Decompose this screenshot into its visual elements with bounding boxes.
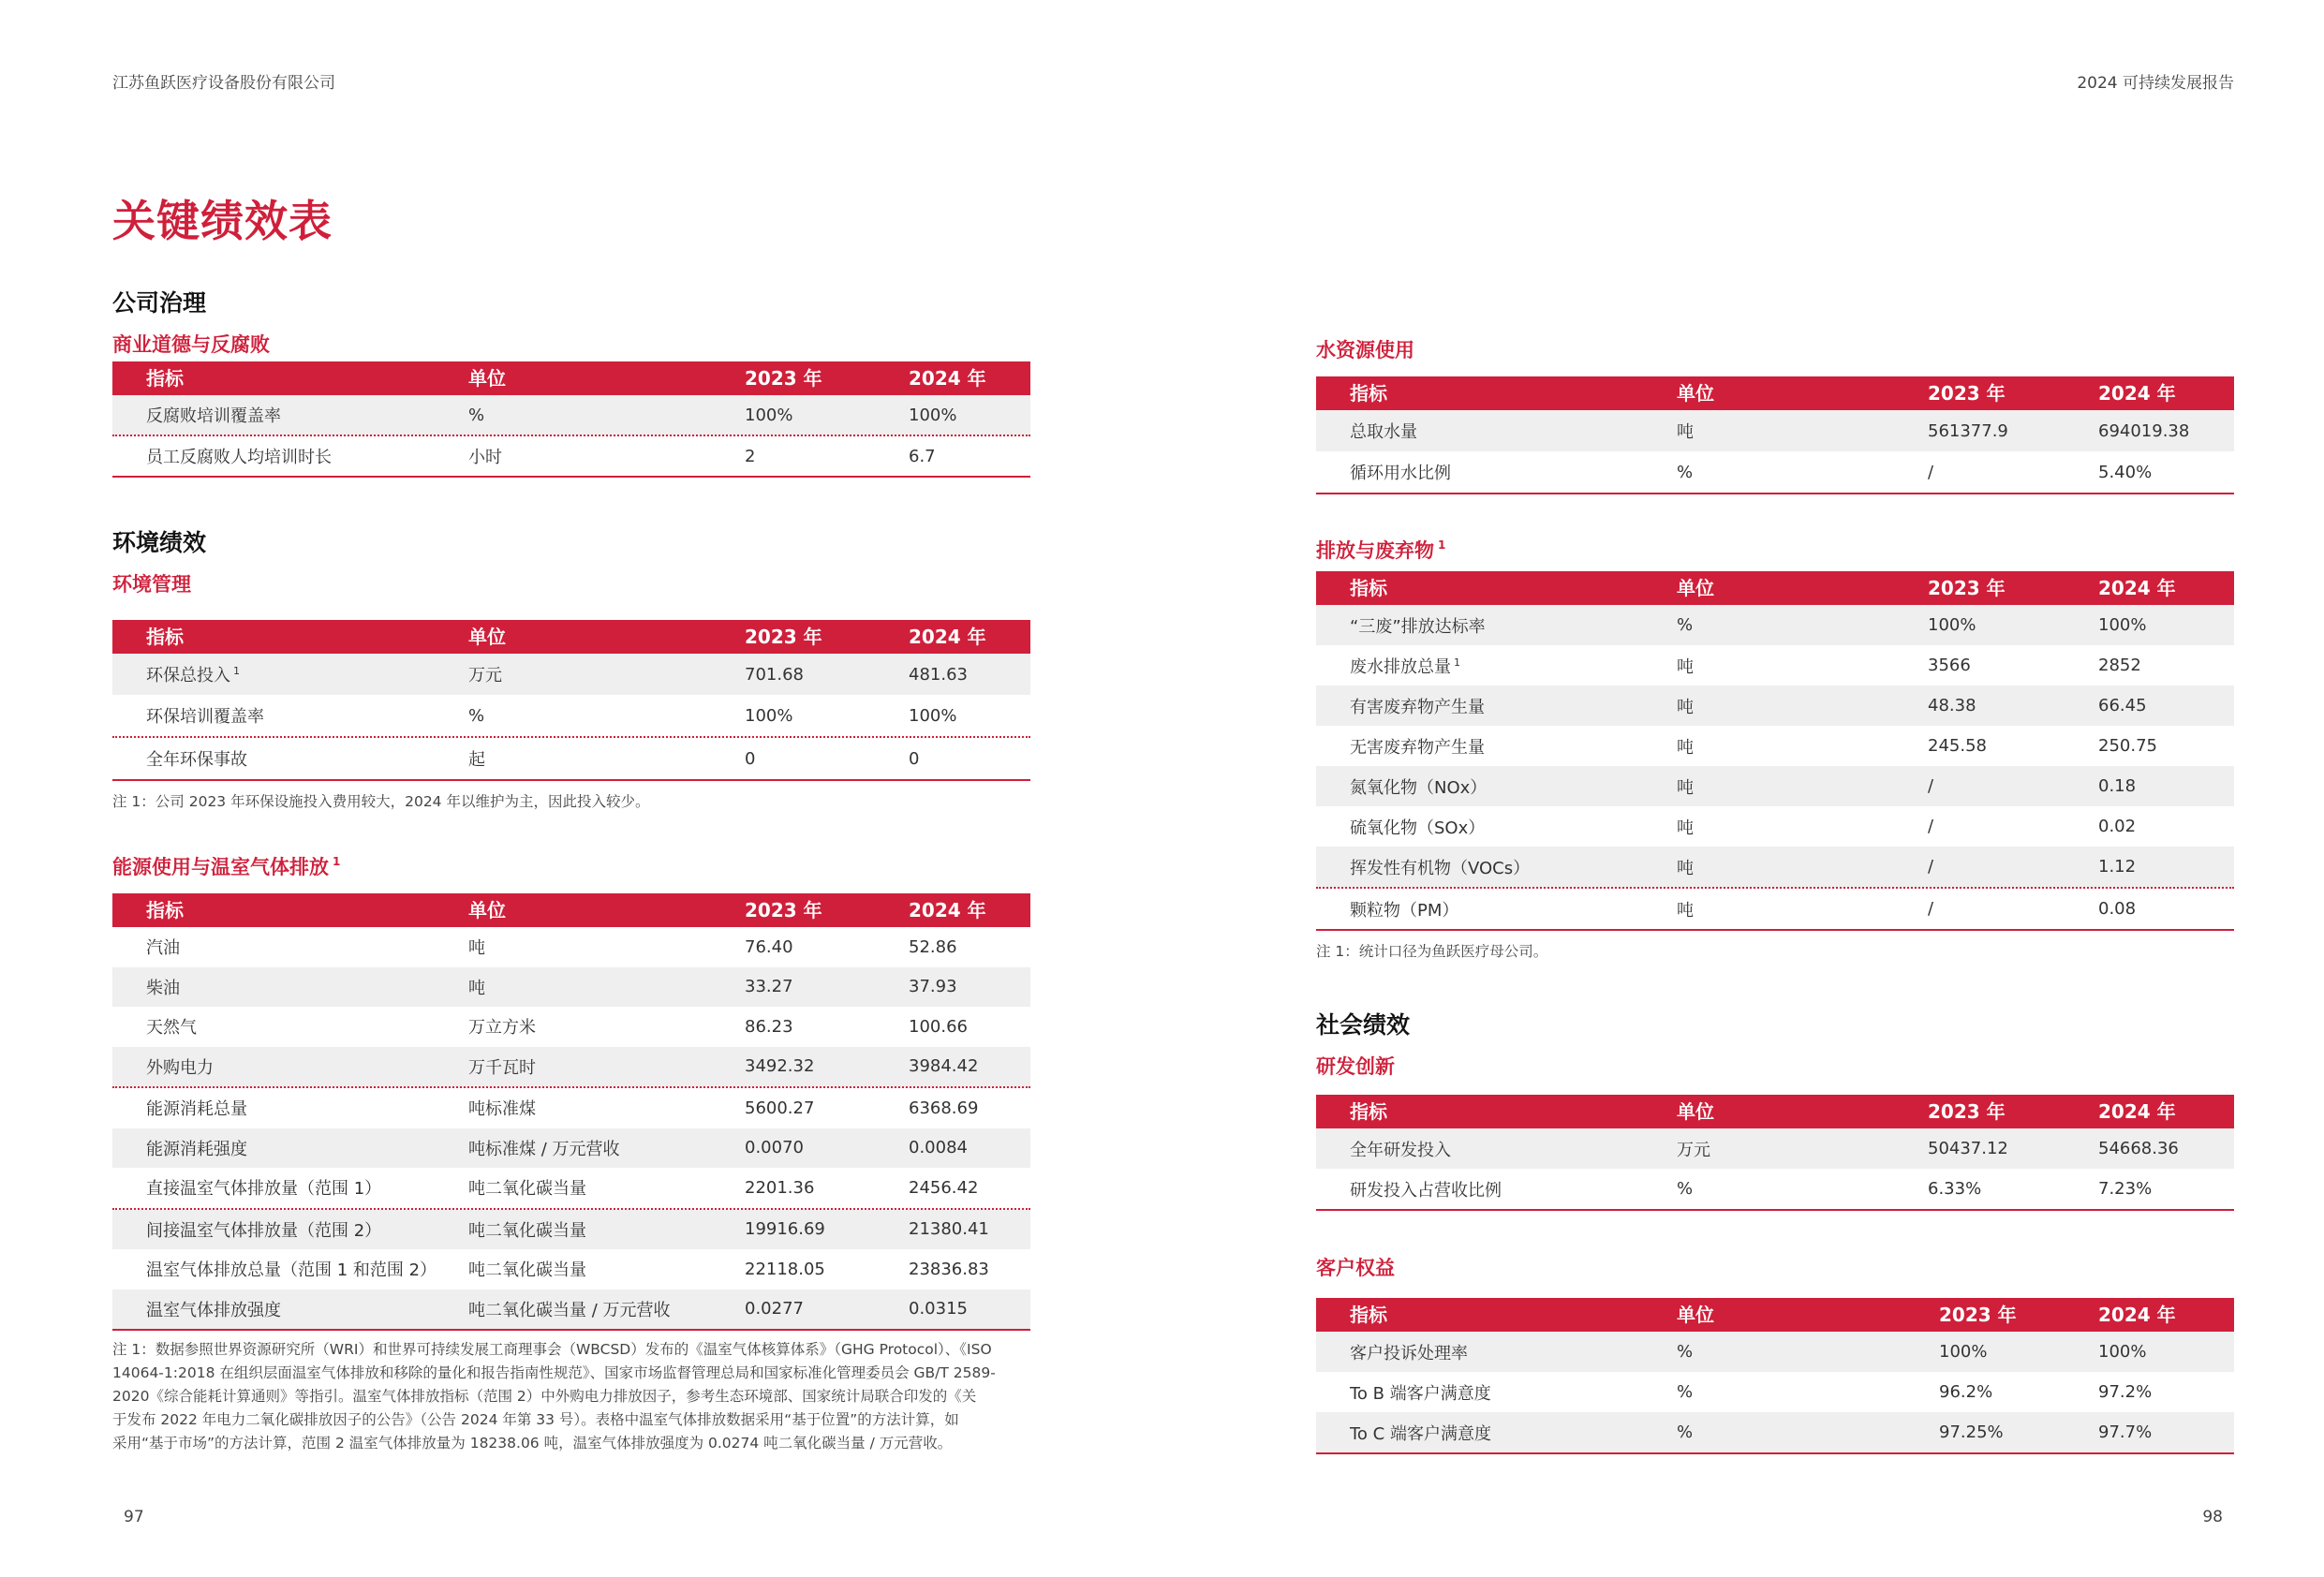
col-2023: 2023 年: [1939, 1304, 2017, 1326]
table-row: [1316, 645, 2234, 685]
unit-cell: 吨二氧化碳当量: [468, 1220, 586, 1241]
value-2023-cell: 86.23: [745, 1016, 793, 1037]
unit-cell: %: [1677, 1342, 1694, 1362]
value-2023-cell: 33.27: [745, 977, 793, 997]
waste-section: [1316, 528, 2234, 964]
subsection-title: 排放与废弃物 $^1$: [1316, 538, 1446, 562]
value-2023-cell: /: [1928, 899, 1934, 919]
table-row: [112, 1088, 1030, 1128]
page-number: 97: [124, 1508, 144, 1526]
waste-table: [1316, 571, 2234, 931]
value-2024-cell: 7.23%: [2098, 1179, 2153, 1199]
table-row: [1316, 1372, 2234, 1412]
value-2024-cell: 100%: [2098, 615, 2147, 635]
col-indicator: 指标: [1350, 577, 1387, 599]
table-row: [1316, 726, 2234, 766]
indicator-cell: “三废”排放达标率: [1350, 616, 1486, 637]
value-2023-cell: 22118.05: [745, 1259, 825, 1279]
value-2024-cell: 0: [909, 748, 920, 769]
table-header: [112, 361, 1030, 395]
indicator-cell: 柴油: [146, 978, 180, 998]
footnote-line: 于发布 2022 年电力二氧化碳排放因子的公告》（公告 2024 年第 33 号）。表格中温室气体排放数据采用“基于位置”的方法计算，如: [112, 1411, 959, 1428]
indicator-cell: 全年环保事故: [146, 750, 247, 770]
company-name: 江苏鱼跃医疗设备股份有限公司: [112, 74, 335, 93]
indicator-cell: 汽油: [146, 938, 180, 959]
value-2024-cell: 97.7%: [2098, 1422, 2153, 1442]
unit-cell: 吨: [1677, 858, 1694, 878]
value-2024-cell: 0.18: [2098, 776, 2137, 796]
col-unit: 单位: [1677, 382, 1714, 405]
col-2023: 2023 年: [1928, 382, 2006, 405]
indicator-cell: To B 端客户满意度: [1350, 1383, 1491, 1404]
indicator-cell: 硫氧化物（SOx）: [1350, 818, 1486, 838]
table-row: [1316, 889, 2234, 931]
indicator-cell: 间接温室气体排放量（范围 2）: [146, 1220, 382, 1241]
page-title: 关键绩效表: [112, 196, 333, 246]
value-2023-cell: 3492.32: [745, 1056, 815, 1077]
value-2024-cell: 1.12: [2098, 857, 2137, 877]
value-2023-cell: 48.38: [1928, 696, 1976, 715]
unit-cell: 吨标准煤: [468, 1099, 536, 1120]
col-unit: 单位: [468, 367, 506, 390]
footnote-marker: 1: [1454, 656, 1460, 669]
value-2023-cell: /: [1928, 776, 1934, 796]
indicator-cell: 废水排放总量 $^1$: [1350, 656, 1460, 677]
indicator-cell: 环保培训覆盖率: [146, 707, 264, 727]
table-row: [112, 1249, 1030, 1290]
col-2024: 2024 年: [909, 367, 986, 390]
value-2023-cell: 19916.69: [745, 1219, 825, 1240]
value-2024-cell: 0.0084: [909, 1138, 968, 1158]
indicator-cell: 研发投入占营收比例: [1350, 1180, 1502, 1201]
value-2024-cell: 66.45: [2098, 696, 2147, 715]
value-2023-cell: 245.58: [1928, 736, 1987, 756]
subsection-title: 研发创新: [1316, 1055, 1395, 1078]
col-2024: 2024 年: [2098, 382, 2176, 405]
value-2023-cell: 0.0070: [745, 1138, 804, 1158]
value-2023-cell: 100%: [1939, 1342, 1988, 1362]
table-row: [1316, 1128, 2234, 1169]
subsection-title: 客户权益: [1316, 1257, 1395, 1279]
value-2023-cell: 561377.9: [1928, 420, 2008, 441]
value-2024-cell: 481.63: [909, 664, 968, 685]
right-page: [1316, 0, 2234, 1577]
subsection-title: 能源使用与温室气体排放 $^1$: [112, 855, 341, 878]
value-2023-cell: 0.0277: [745, 1299, 804, 1319]
indicator-cell: 能源消耗总量: [146, 1099, 247, 1120]
footnote-marker: 1: [1438, 538, 1446, 552]
value-2024-cell: 2852: [2098, 656, 2141, 675]
governance-section: [112, 285, 1030, 478]
environment-section: [112, 524, 1030, 814]
left-page: [112, 0, 1030, 1577]
col-unit: 单位: [1677, 1304, 1714, 1326]
value-2023-cell: 100%: [745, 705, 793, 726]
subsection-title: 环境管理: [112, 573, 191, 596]
col-indicator: 指标: [146, 626, 184, 648]
table-header: [1316, 1095, 2234, 1128]
table-row: [1316, 451, 2234, 494]
energy-section: [112, 845, 1030, 1455]
value-2024-cell: 100%: [2098, 1342, 2147, 1362]
value-2024-cell: 52.86: [909, 936, 957, 957]
value-2023-cell: 50437.12: [1928, 1139, 2008, 1158]
indicator-cell: 能源消耗强度: [146, 1139, 247, 1159]
subsection-title: 商业道德与反腐败: [112, 333, 270, 356]
col-indicator: 指标: [146, 899, 184, 921]
table-row: [1316, 410, 2234, 451]
value-2024-cell: 54668.36: [2098, 1139, 2179, 1158]
page-number: 98: [2202, 1508, 2223, 1526]
table-row: [112, 1047, 1030, 1089]
unit-cell: %: [1677, 1422, 1694, 1442]
table-row: [1316, 685, 2234, 726]
unit-cell: 吨: [1677, 900, 1694, 921]
value-2023-cell: 76.40: [745, 936, 793, 957]
value-2024-cell: 2456.42: [909, 1177, 979, 1198]
col-2023: 2023 年: [1928, 577, 2006, 599]
unit-cell: 吨: [468, 938, 485, 959]
col-indicator: 指标: [1350, 382, 1387, 405]
ethics-table: [112, 361, 1030, 478]
customer-table: [1316, 1298, 2234, 1454]
value-2024-cell: 0.02: [2098, 817, 2137, 836]
footnote-line: 采用“基于市场”的方法计算，范围 2 温室气体排放量为 18238.06 吨，温室气体排放强度为 0.0274 吨二氧化碳当量 / 万元营收。: [112, 1435, 953, 1452]
footnote: 注 1：统计口径为鱼跃医疗母公司。: [1316, 943, 1548, 960]
unit-cell: 万立方米: [468, 1018, 536, 1039]
unit-cell: %: [1677, 1382, 1694, 1402]
footnote-line: 注 1：数据参照世界资源研究所（WRI）和世界可持续发展工商理事会（WBCSD）发布的《温室气体核算体系》（GHG Protocol）、《ISO: [112, 1341, 992, 1358]
table-header: [1316, 1298, 2234, 1332]
section-title: 公司治理: [112, 289, 207, 317]
indicator-cell: 反腐败培训覆盖率: [146, 406, 281, 426]
indicator-cell: 循环用水比例: [1350, 464, 1451, 483]
unit-cell: 吨: [1677, 737, 1694, 758]
value-2023-cell: /: [1928, 857, 1934, 877]
indicator-cell: 外购电力: [146, 1057, 214, 1078]
footnote-marker: 1: [333, 855, 341, 868]
unit-cell: 万千瓦时: [468, 1057, 536, 1078]
water-table: [1316, 376, 2234, 494]
indicator-cell: 无害废弃物产生量: [1350, 737, 1485, 758]
unit-cell: 吨: [1677, 818, 1694, 838]
table-row: [112, 1210, 1030, 1250]
indicator-cell: 客户投诉处理率: [1350, 1343, 1468, 1363]
col-2024: 2024 年: [2098, 577, 2176, 599]
section-title: 环境绩效: [112, 529, 207, 556]
value-2023-cell: 5600.27: [745, 1098, 815, 1118]
value-2023-cell: 100%: [745, 405, 793, 425]
col-unit: 单位: [468, 626, 506, 648]
table-row: [112, 395, 1030, 436]
value-2023-cell: 6.33%: [1928, 1179, 1982, 1199]
col-unit: 单位: [1677, 1100, 1714, 1123]
table-row: [112, 695, 1030, 738]
table-row: [1316, 1332, 2234, 1372]
value-2023-cell: 3566: [1928, 656, 1971, 675]
unit-cell: %: [1677, 615, 1694, 635]
value-2023-cell: 97.25%: [1939, 1422, 2004, 1442]
section-title: 社会绩效: [1316, 1011, 1411, 1039]
table-row: [112, 654, 1030, 695]
unit-cell: %: [1677, 1179, 1694, 1199]
unit-cell: 吨: [1677, 656, 1694, 677]
value-2023-cell: 0: [745, 748, 756, 769]
unit-cell: %: [468, 705, 485, 726]
unit-cell: 吨二氧化碳当量: [468, 1179, 586, 1200]
table-header: [112, 893, 1030, 927]
value-2023-cell: 701.68: [745, 664, 804, 685]
value-2024-cell: 5.40%: [2098, 462, 2153, 482]
col-2024: 2024 年: [909, 899, 986, 921]
col-indicator: 指标: [1350, 1304, 1387, 1326]
value-2024-cell: 97.2%: [2098, 1382, 2153, 1402]
unit-cell: 小时: [468, 448, 502, 467]
customer-section: [1316, 1251, 2234, 1454]
col-2024: 2024 年: [2098, 1304, 2176, 1326]
col-2024: 2024 年: [2098, 1100, 2176, 1123]
indicator-cell: 温室气体排放强度: [146, 1300, 281, 1320]
table-row: [1316, 605, 2234, 645]
col-unit: 单位: [468, 899, 506, 921]
value-2024-cell: 100%: [909, 705, 957, 726]
subsection-title: 水资源使用: [1316, 339, 1414, 361]
unit-cell: 万元: [468, 666, 502, 685]
col-2023: 2023 年: [1928, 1100, 2006, 1123]
unit-cell: 吨二氧化碳当量: [468, 1260, 586, 1281]
value-2024-cell: 6368.69: [909, 1098, 979, 1118]
footnote: 注 1：公司 2023 年环保设施投入费用较大，2024 年以维护为主，因此投入较少。: [112, 793, 650, 810]
footnote-line: 2020《综合能耗计算通则》等指引。温室气体排放指标（范围 2）中外购电力排放因子，参考生态环境部、国家统计局联合印发的《关: [112, 1388, 977, 1405]
value-2024-cell: 100%: [909, 405, 957, 425]
indicator-cell: 员工反腐败人均培训时长: [146, 448, 332, 467]
table-row: [1316, 847, 2234, 889]
indicator-cell: 挥发性有机物（VOCs）: [1350, 858, 1531, 878]
footnote-line: 14064-1:2018 在组织层面温室气体排放和移除的量化和报告指南性规范》、国家市场监督管理总局和国家标准化管理委员会 GB/T 2589-: [112, 1364, 996, 1381]
table-row: [112, 1128, 1030, 1169]
value-2024-cell: 694019.38: [2098, 420, 2190, 441]
value-2024-cell: 0.0315: [909, 1299, 968, 1319]
value-2023-cell: /: [1928, 817, 1934, 836]
value-2023-cell: 96.2%: [1939, 1382, 1993, 1402]
unit-cell: 吨标准煤 / 万元营收: [468, 1139, 620, 1159]
value-2024-cell: 6.7: [909, 446, 936, 466]
indicator-cell: 全年研发投入: [1350, 1140, 1451, 1160]
table-row: [112, 1007, 1030, 1047]
value-2024-cell: 23836.83: [909, 1259, 989, 1279]
unit-cell: %: [468, 405, 485, 425]
value-2023-cell: 2: [745, 446, 756, 466]
indicator-cell: 氮氧化物（NOx）: [1350, 777, 1488, 798]
table-row: [112, 927, 1030, 967]
value-2024-cell: 37.93: [909, 977, 957, 997]
unit-cell: 吨: [1677, 422, 1694, 442]
value-2023-cell: 100%: [1928, 615, 1976, 635]
env-management-table: [112, 620, 1030, 781]
value-2024-cell: 21380.41: [909, 1219, 989, 1240]
table-row: [1316, 1169, 2234, 1211]
water-section: [1316, 333, 2234, 494]
indicator-cell: 总取水量: [1350, 422, 1417, 442]
table-row: [112, 1290, 1030, 1332]
unit-cell: 吨: [1677, 697, 1694, 717]
indicator-cell: To C 端客户满意度: [1350, 1423, 1491, 1444]
unit-cell: 起: [468, 750, 485, 770]
table-header: [112, 620, 1030, 654]
value-2024-cell: 0.08: [2098, 899, 2137, 919]
col-2023: 2023 年: [745, 626, 822, 648]
table-row: [1316, 1412, 2234, 1454]
value-2023-cell: /: [1928, 462, 1934, 482]
unit-cell: 吨: [468, 978, 485, 998]
rnd-table: [1316, 1095, 2234, 1211]
unit-cell: 吨: [1677, 777, 1694, 798]
table-header: [1316, 376, 2234, 410]
table-row: [1316, 806, 2234, 847]
indicator-cell: 有害废弃物产生量: [1350, 697, 1485, 717]
col-unit: 单位: [1677, 577, 1714, 599]
unit-cell: %: [1677, 462, 1694, 482]
col-indicator: 指标: [146, 367, 184, 390]
indicator-cell: 直接温室气体排放量（范围 1）: [146, 1179, 382, 1200]
table-row: [112, 967, 1030, 1008]
table-row: [112, 738, 1030, 781]
table-row: [112, 1168, 1030, 1210]
social-section: [1316, 1007, 2234, 1211]
value-2024-cell: 100.66: [909, 1016, 968, 1037]
value-2024-cell: 250.75: [2098, 736, 2157, 756]
value-2024-cell: 3984.42: [909, 1056, 979, 1077]
footnote-marker: 1: [233, 665, 240, 677]
table-row: [1316, 766, 2234, 806]
energy-footnote: [112, 1338, 1030, 1455]
report-title: 2024 可持续发展报告: [2077, 74, 2234, 93]
unit-cell: 万元: [1677, 1140, 1710, 1160]
col-indicator: 指标: [1350, 1100, 1387, 1123]
table-header: [1316, 571, 2234, 605]
indicator-cell: 环保总投入 $^1$: [146, 665, 240, 685]
col-2023: 2023 年: [745, 367, 822, 390]
col-2024: 2024 年: [909, 626, 986, 648]
indicator-cell: 温室气体排放总量（范围 1 和范围 2）: [146, 1260, 437, 1281]
energy-table: [112, 893, 1030, 1331]
col-2023: 2023 年: [745, 899, 822, 921]
value-2023-cell: 2201.36: [745, 1177, 815, 1198]
table-row: [112, 436, 1030, 478]
indicator-cell: 颗粒物（PM）: [1350, 900, 1459, 921]
unit-cell: 吨二氧化碳当量 / 万元营收: [468, 1300, 671, 1320]
indicator-cell: 天然气: [146, 1018, 197, 1039]
